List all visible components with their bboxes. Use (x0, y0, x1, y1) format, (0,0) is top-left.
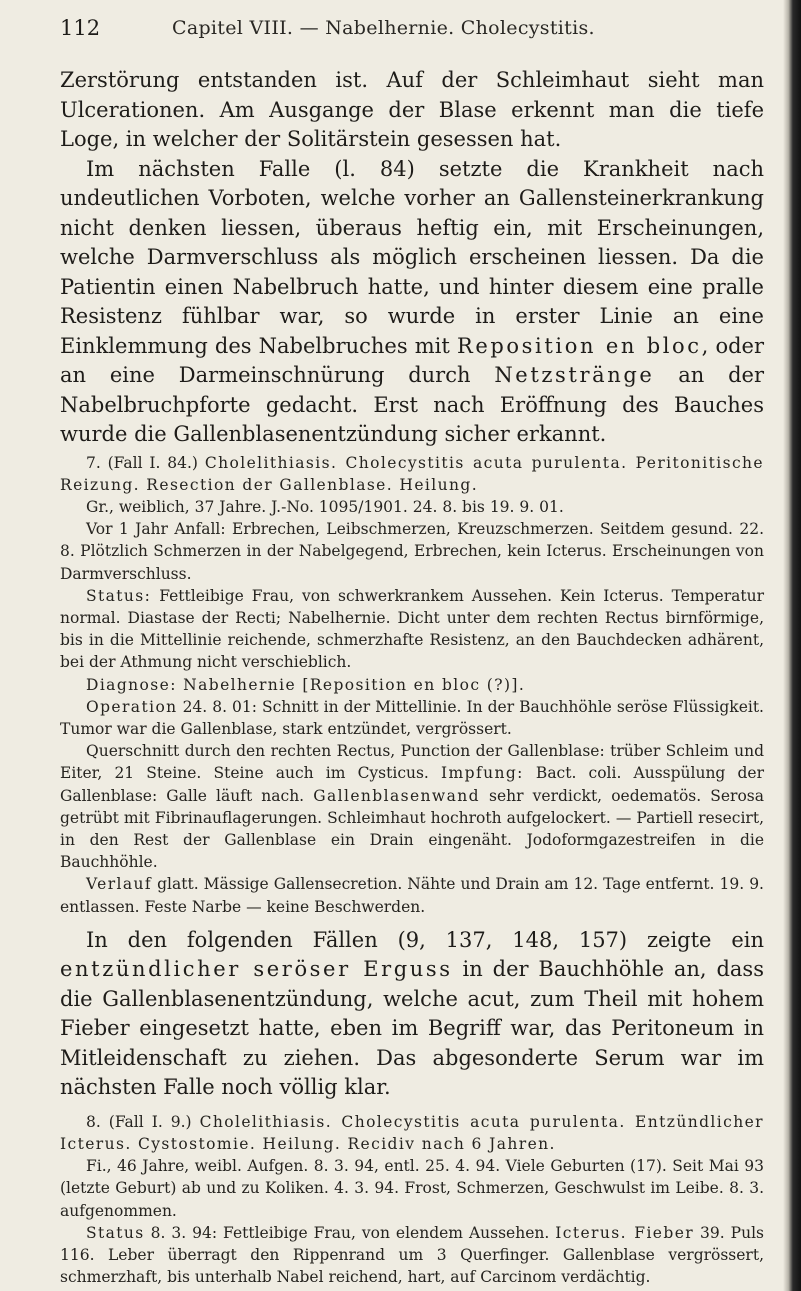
spaced-term: entzündlicher seröser Erguss (60, 957, 453, 982)
paragraph-continuation: Zerstörung entstanden ist. Auf der Schleimhaut sieht man Ulcerationen. Am Ausgange der Blase erkennt man die tiefe Loge, in welcher der Solitärstein gesessen hat. (60, 68, 764, 151)
case-report-7 (60, 452, 764, 918)
case-history: Fi., 46 Jahre, weibl. Aufgen. 8. 3. 94, entl. 25. 4. 94. Viele Geburten (17). Seit Mai 93 (letzte Geburt) ab und zu Koliken. 4. 3. 94. Frost, Schmerzen, Geschwulst im Leibe. 8. 3. aufgenommen. (60, 1157, 764, 1220)
case-diagnosis: Diagnose: Nabelhernie [Reposition en bloc (?)]. (86, 675, 526, 694)
case-findings: Querschnitt durch den rechten Rectus, Punction der Gallenblase: trüber Schleim und Eiter, 21 Steine. Steine auch im Cysticus. Impfung: Bact. coli. Ausspülung der Gallenblase: Galle läuft nach. Gallenblasenwand sehr verdickt, oedematös. Serosa getrübt mit Fibrinauflagerungen. Schleimhaut hochroth aufgelockert. — Partiell resecirt, in den Rest der Gallenblase ein Drain eingenäht. Jodoformgazestreifen in die Bauchhöhle. (60, 742, 764, 872)
page-edge-shadow (783, 0, 801, 1291)
page-header (60, 16, 760, 46)
case-status: Status: Fettleibige Frau, von schwerkrankem Aussehen. Kein Icterus. Temperatur normal. Diastase der Recti; Nabelhernie. Dicht unter dem rechten Rectus birnförmige, bis in die Mittellinie reichende, schmerzhafte Resistenz, an den Bauchdecken adhärent, bei der Athmung nicht verschieblich. (60, 586, 764, 672)
case-course: Verlauf glatt. Mässige Gallensecretion. Nähte und Drain am 12. Tage entfernt. 19. 9. entlassen. Feste Narbe — keine Beschwerden. (60, 875, 764, 916)
case-status: Status 8. 3. 94: Fettleibige Frau, von elendem Aussehen. Icterus. Fieber 39. Puls 116. Leber überragt den Rippenrand um 3 Querfinger. Gallenblase vergrössert, schmerzhaft, bis unterhalb Nabel reichend, hart, auf Carcinom verdächtig. (60, 1223, 764, 1287)
spaced-term: Reposition en bloc (456, 333, 702, 358)
page-number: 112 (60, 16, 101, 40)
case-title: 8. (Fall I. 9.) Cholelithiasis. Cholecystitis acuta purulenta. Entzündlicher Icterus. Cystostomie. Heilung. Recidiv nach 6 Jahren. (60, 1112, 764, 1153)
paragraph-case-intro: Im nächsten Falle (l. 84) setzte die Krankheit nach undeutlichen Vorboten, welche vorher an Gallensteinerkrankung nicht denken liessen, überaus heftig ein, mit Erscheinungen, welche Darmverschluss als möglich erscheinen liessen. Da die Patientin einen Nabelbruch hatte, und hinter diesem eine pralle Resistenz fühlbar war, so wurde in erster Linie an eine Einklemmung des Nabelbruches mit Reposition en bloc, oder an eine Darmeinschnürung durch Netzstränge an der Nabelbruchpforte gedacht. Erst nach Eröffnung des Bauches wurde die Gallenblasenentzündung sicher erkannt. (60, 156, 765, 446)
paragraph-effusion: In den folgenden Fällen (9, 137, 148, 157) zeigte ein entzündlicher seröser Erguss in der Bauchhöhle an, dass die Gallenblasenentzündung, welche acut, zum Theil mit hohem Fieber eingesetzt hatte, eben im Begriff war, das Peritoneum in Mitleidenschaft zu ziehen. Das abgesonderte Serum war im nächsten Falle noch völlig klar. (60, 927, 764, 1100)
body-text (60, 66, 764, 1288)
case-operation: Operation 24. 8. 01: Schnitt in der Mittellinie. In der Bauchhöhle seröse Flüssigkeit. Tumor war die Gallenblase, stark entzündet, vergrössert. (60, 697, 764, 738)
spaced-term: Netzstränge (494, 363, 655, 387)
running-head: Capitel VIII. — Nabelhernie. Cholecystitis. (172, 17, 595, 39)
case-history: Vor 1 Jahr Anfall: Erbrechen, Leibschmerzen, Kreuzschmerzen. Seitdem gesund. 22. 8. Plötzlich Schmerzen in der Nabelgegend, Erbrechen, kein Icterus. Erscheinungen von Darmverschluss. (60, 520, 764, 583)
case-title: 7. (Fall I. 84.) Cholelithiasis. Cholecystitis acuta purulenta. Peritonitische Reizung. Resection der Gallenblase. Heilung. (60, 453, 765, 494)
case-report-8 (60, 1111, 764, 1289)
case-meta: Gr., weiblich, 37 Jahre. J.-No. 1095/1901. 24. 8. bis 19. 9. 01. (86, 497, 564, 516)
